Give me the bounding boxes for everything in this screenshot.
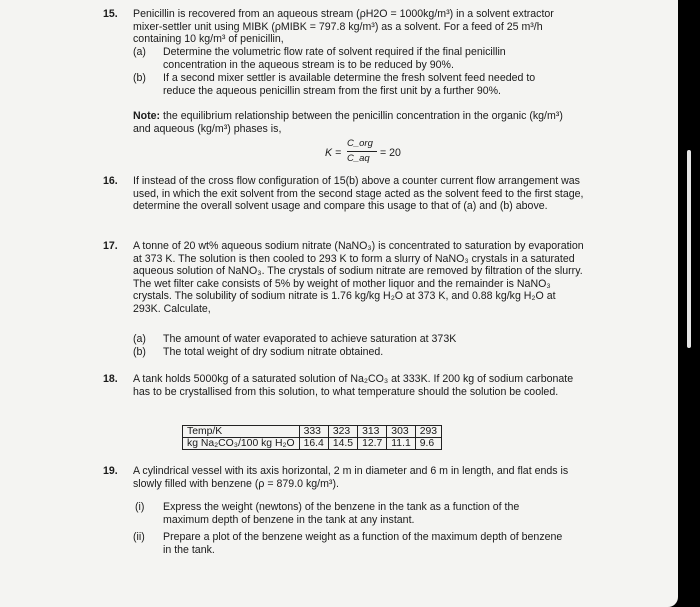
table-row [183, 426, 442, 438]
equation-numerator: C_org [347, 138, 373, 149]
table-cell: 9.6 [415, 438, 441, 450]
part-text: Determine the volumetric flow rate of solvent required if the final penicillin concentration in the aqueous stream is to be reduced by 90%. [163, 46, 506, 71]
question-number: 15. [103, 8, 118, 20]
part-label: (ii) [133, 531, 145, 543]
table-row-label: kg Na₂CO₃/100 kg H₂O [183, 438, 300, 450]
question-text: A tank holds 5000kg of a saturated solution of Na₂CO₃ at 333K. If 200 kg of sodium carbonate has to be crystallised from this solution, to what temperature should the solution be cooled. [133, 373, 574, 398]
table-cell: 323 [328, 426, 357, 438]
solubility-table [182, 425, 442, 450]
table-cell: 12.7 [358, 438, 387, 450]
part-text: The total weight of dry sodium nitrate obtained. [163, 346, 384, 358]
part-text: Prepare a plot of the benzene weight as a function of the maximum depth of benzene in the tank. [163, 531, 563, 556]
part-label: (i) [135, 501, 145, 513]
table-cell: 313 [358, 426, 387, 438]
question-text: If instead of the cross flow configuration of 15(b) above a counter current flow arrangement was used, in which the exit solvent from the second stage acted as the solvent feed to the first stage, determine the overall solvent usage and compare this usage to that of (a) and (b) above. [133, 175, 584, 213]
table-row [183, 438, 442, 450]
scrollbar-thumb[interactable] [687, 150, 691, 348]
table-cell: 16.4 [299, 438, 328, 450]
table-row-label: Temp/K [183, 426, 300, 438]
table-cell: 293 [415, 426, 441, 438]
note-text: the equilibrium relationship between the penicillin concentration in the organic (kg/m³) and aqueous (kg/m³) phases is, [133, 110, 563, 135]
fraction-bar [347, 151, 377, 152]
question-number: 19. [103, 465, 118, 477]
table-cell: 303 [387, 426, 415, 438]
note-label: Note: [133, 110, 161, 122]
note [133, 110, 573, 135]
table-cell: 333 [299, 426, 328, 438]
question-number: 16. [103, 175, 118, 187]
part-label: (b) [133, 346, 146, 358]
question-text: A cylindrical vessel with its axis horizontal, 2 m in diameter and 6 m in length, and flat ends is slowly filled with benzene (ρ = 879.0 kg/m³). [133, 465, 569, 490]
equilibrium-equation [325, 138, 415, 168]
equation-lhs: K = [325, 147, 342, 159]
question-text: Penicillin is recovered from an aqueous stream (ρH2O = 1000kg/m³) in a solvent extractor mixer-settler unit using MIBK (ρMIBK = 797.8 kg/m³) as a solvent. For a feed of 25 m³/h containing 10 kg/m³ of penicillin, [133, 8, 554, 46]
scrollbar-track[interactable] [678, 0, 700, 607]
part-text: If a second mixer settler is available determine the fresh solvent feed needed to reduce the aqueous penicillin stream from the first unit by a further 90%. [163, 72, 536, 97]
part-label: (b) [133, 72, 146, 84]
equation-denominator: C_aq [347, 153, 370, 164]
question-number: 18. [103, 373, 118, 385]
table-cell: 11.1 [387, 438, 415, 450]
part-label: (a) [133, 333, 146, 345]
part-label: (a) [133, 46, 146, 58]
part-text: The amount of water evaporated to achieve saturation at 373K [163, 333, 457, 345]
part-text: Express the weight (newtons) of the benzene in the tank as a function of the maximum depth of benzene in the tank at any instant. [163, 501, 520, 526]
equation-rhs: = 20 [380, 147, 401, 159]
table-cell: 14.5 [328, 438, 357, 450]
question-text: A tonne of 20 wt% aqueous sodium nitrate (NaNO₃) is concentrated to saturation by evaporation at 373 K. The solution is then cooled to 293 K to form a slurry of NaNO₃ crystals in a saturated aqueous solution of NaNO₃. The crystals of sodium nitrate are removed by filtration of the slurry. The wet filter cake consists of 5% by weight of mother liquor and the remainder is NaNO₃ crystals. The solubility of sodium nitrate is 1.76 kg/kg H₂O at 373 K, and 0.88 kg/kg H₂O at 293K. Calculate, [133, 240, 584, 315]
question-number: 17. [103, 240, 118, 252]
